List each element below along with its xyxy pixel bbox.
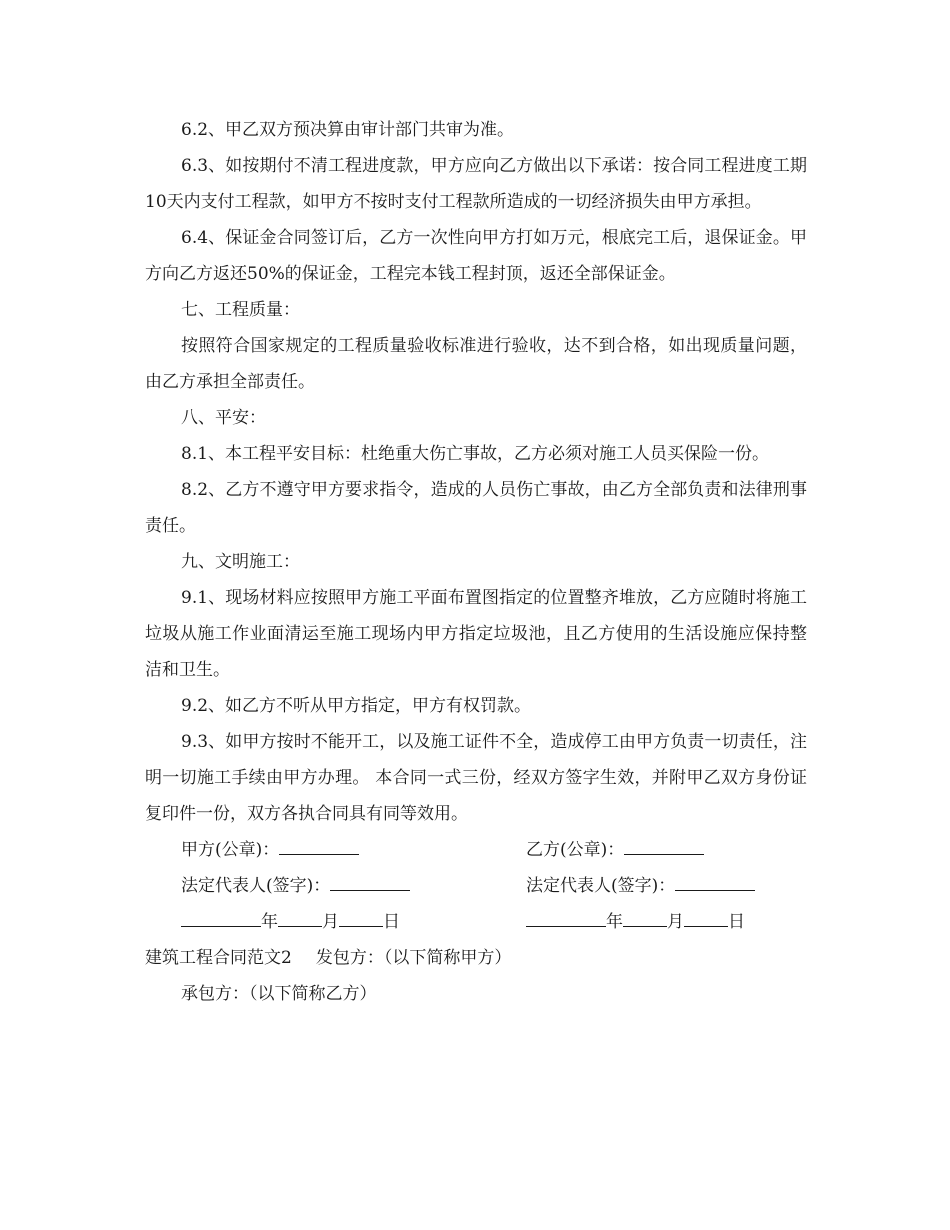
- next-sample-header: [145, 940, 807, 976]
- party-b-day-label: 日: [728, 912, 745, 932]
- party-b-representative: [526, 868, 807, 904]
- party-a-seal-blank[interactable]: [279, 836, 359, 855]
- clause-6-3: 6.3、如按期付不清工程进度款，甲方应向乙方做出以下承诺：按合同工程进度工期10天内支付工程款，如甲方不按时支付工程款所造成的一切经济损失由甲方承担。: [145, 156, 807, 212]
- section-heading-safety: 八、平安：: [181, 408, 266, 428]
- clause-quality-body: 按照符合国家规定的工程质量验收标准进行验收，达不到合格，如出现质量问题，由乙方承担全部责任。: [145, 336, 807, 392]
- employer-line: 发包方：（以下简称甲方）: [315, 948, 512, 968]
- party-b-month-label: 月: [667, 912, 684, 932]
- party-a-month-label: 月: [322, 912, 339, 932]
- party-b-seal: [526, 832, 807, 868]
- section-heading-quality: 七、工程质量：: [181, 300, 300, 320]
- party-a-year-blank[interactable]: [181, 908, 261, 927]
- signature-row-representative: [145, 868, 807, 904]
- party-a-seal: [145, 832, 526, 868]
- signature-row-date: [145, 904, 807, 940]
- party-b-year-blank[interactable]: [526, 908, 606, 927]
- party-a-year-label: 年: [261, 912, 278, 932]
- party-b-year-label: 年: [606, 912, 623, 932]
- party-a-month-blank[interactable]: [278, 908, 322, 927]
- party-b-day-blank[interactable]: [684, 908, 728, 927]
- party-a-rep-label: 法定代表人(签字)：: [181, 876, 331, 896]
- party-b-month-blank[interactable]: [623, 908, 667, 927]
- clause-8-1: 8.1、本工程平安目标：杜绝重大伤亡事故，乙方必须对施工人员买保险一份。: [181, 444, 770, 464]
- party-a-day-blank[interactable]: [339, 908, 383, 927]
- document-body: [145, 112, 807, 1012]
- next-sample-title: 建筑工程合同范文2: [145, 948, 292, 968]
- party-a-day-label: 日: [383, 912, 400, 932]
- party-b-seal-blank[interactable]: [624, 836, 704, 855]
- party-b-date: [526, 904, 807, 940]
- contractor-line: 承包方：（以下简称乙方）: [181, 984, 377, 1004]
- party-a-representative: [145, 868, 526, 904]
- party-a-rep-blank[interactable]: [330, 872, 410, 891]
- party-a-date: [145, 904, 526, 940]
- party-b-rep-label: 法定代表人(签字)：: [526, 876, 676, 896]
- clause-8-2: 8.2、乙方不遵守甲方要求指令，造成的人员伤亡事故，由乙方全部负责和法律刑事责任。: [145, 480, 807, 536]
- clause-6-2: 6.2、甲乙双方预决算由审计部门共审为准。: [181, 120, 515, 140]
- signature-row-seal: [145, 832, 807, 868]
- party-b-rep-blank[interactable]: [675, 872, 755, 891]
- clause-9-1: 9.1、现场材料应按照甲方施工平面布置图指定的位置整齐堆放，乙方应随时将施工垃圾从施工作业面清运至施工现场内甲方指定垃圾池，且乙方使用的生活设施应保持整洁和卫生。: [145, 588, 807, 680]
- clause-6-4: 6.4、保证金合同签订后，乙方一次性向甲方打如万元，根底完工后，退保证金。甲方向乙方返还50%的保证金，工程完本钱工程封顶，返还全部保证金。: [145, 228, 807, 284]
- clause-9-2: 9.2、如乙方不听从甲方指定，甲方有权罚款。: [181, 696, 532, 716]
- clause-9-3: 9.3、如甲方按时不能开工，以及施工证件不全，造成停工由甲方负责一切责任，注明一切施工手续由甲方办理。 本合同一式三份，经双方签字生效，并附甲乙双方身份证复印件一份，双方各执合同具有同等效用。: [145, 732, 807, 824]
- party-a-seal-label: 甲方(公章)：: [181, 840, 280, 860]
- section-heading-civilized-construction: 九、文明施工：: [181, 552, 300, 572]
- party-b-seal-label: 乙方(公章)：: [526, 840, 625, 860]
